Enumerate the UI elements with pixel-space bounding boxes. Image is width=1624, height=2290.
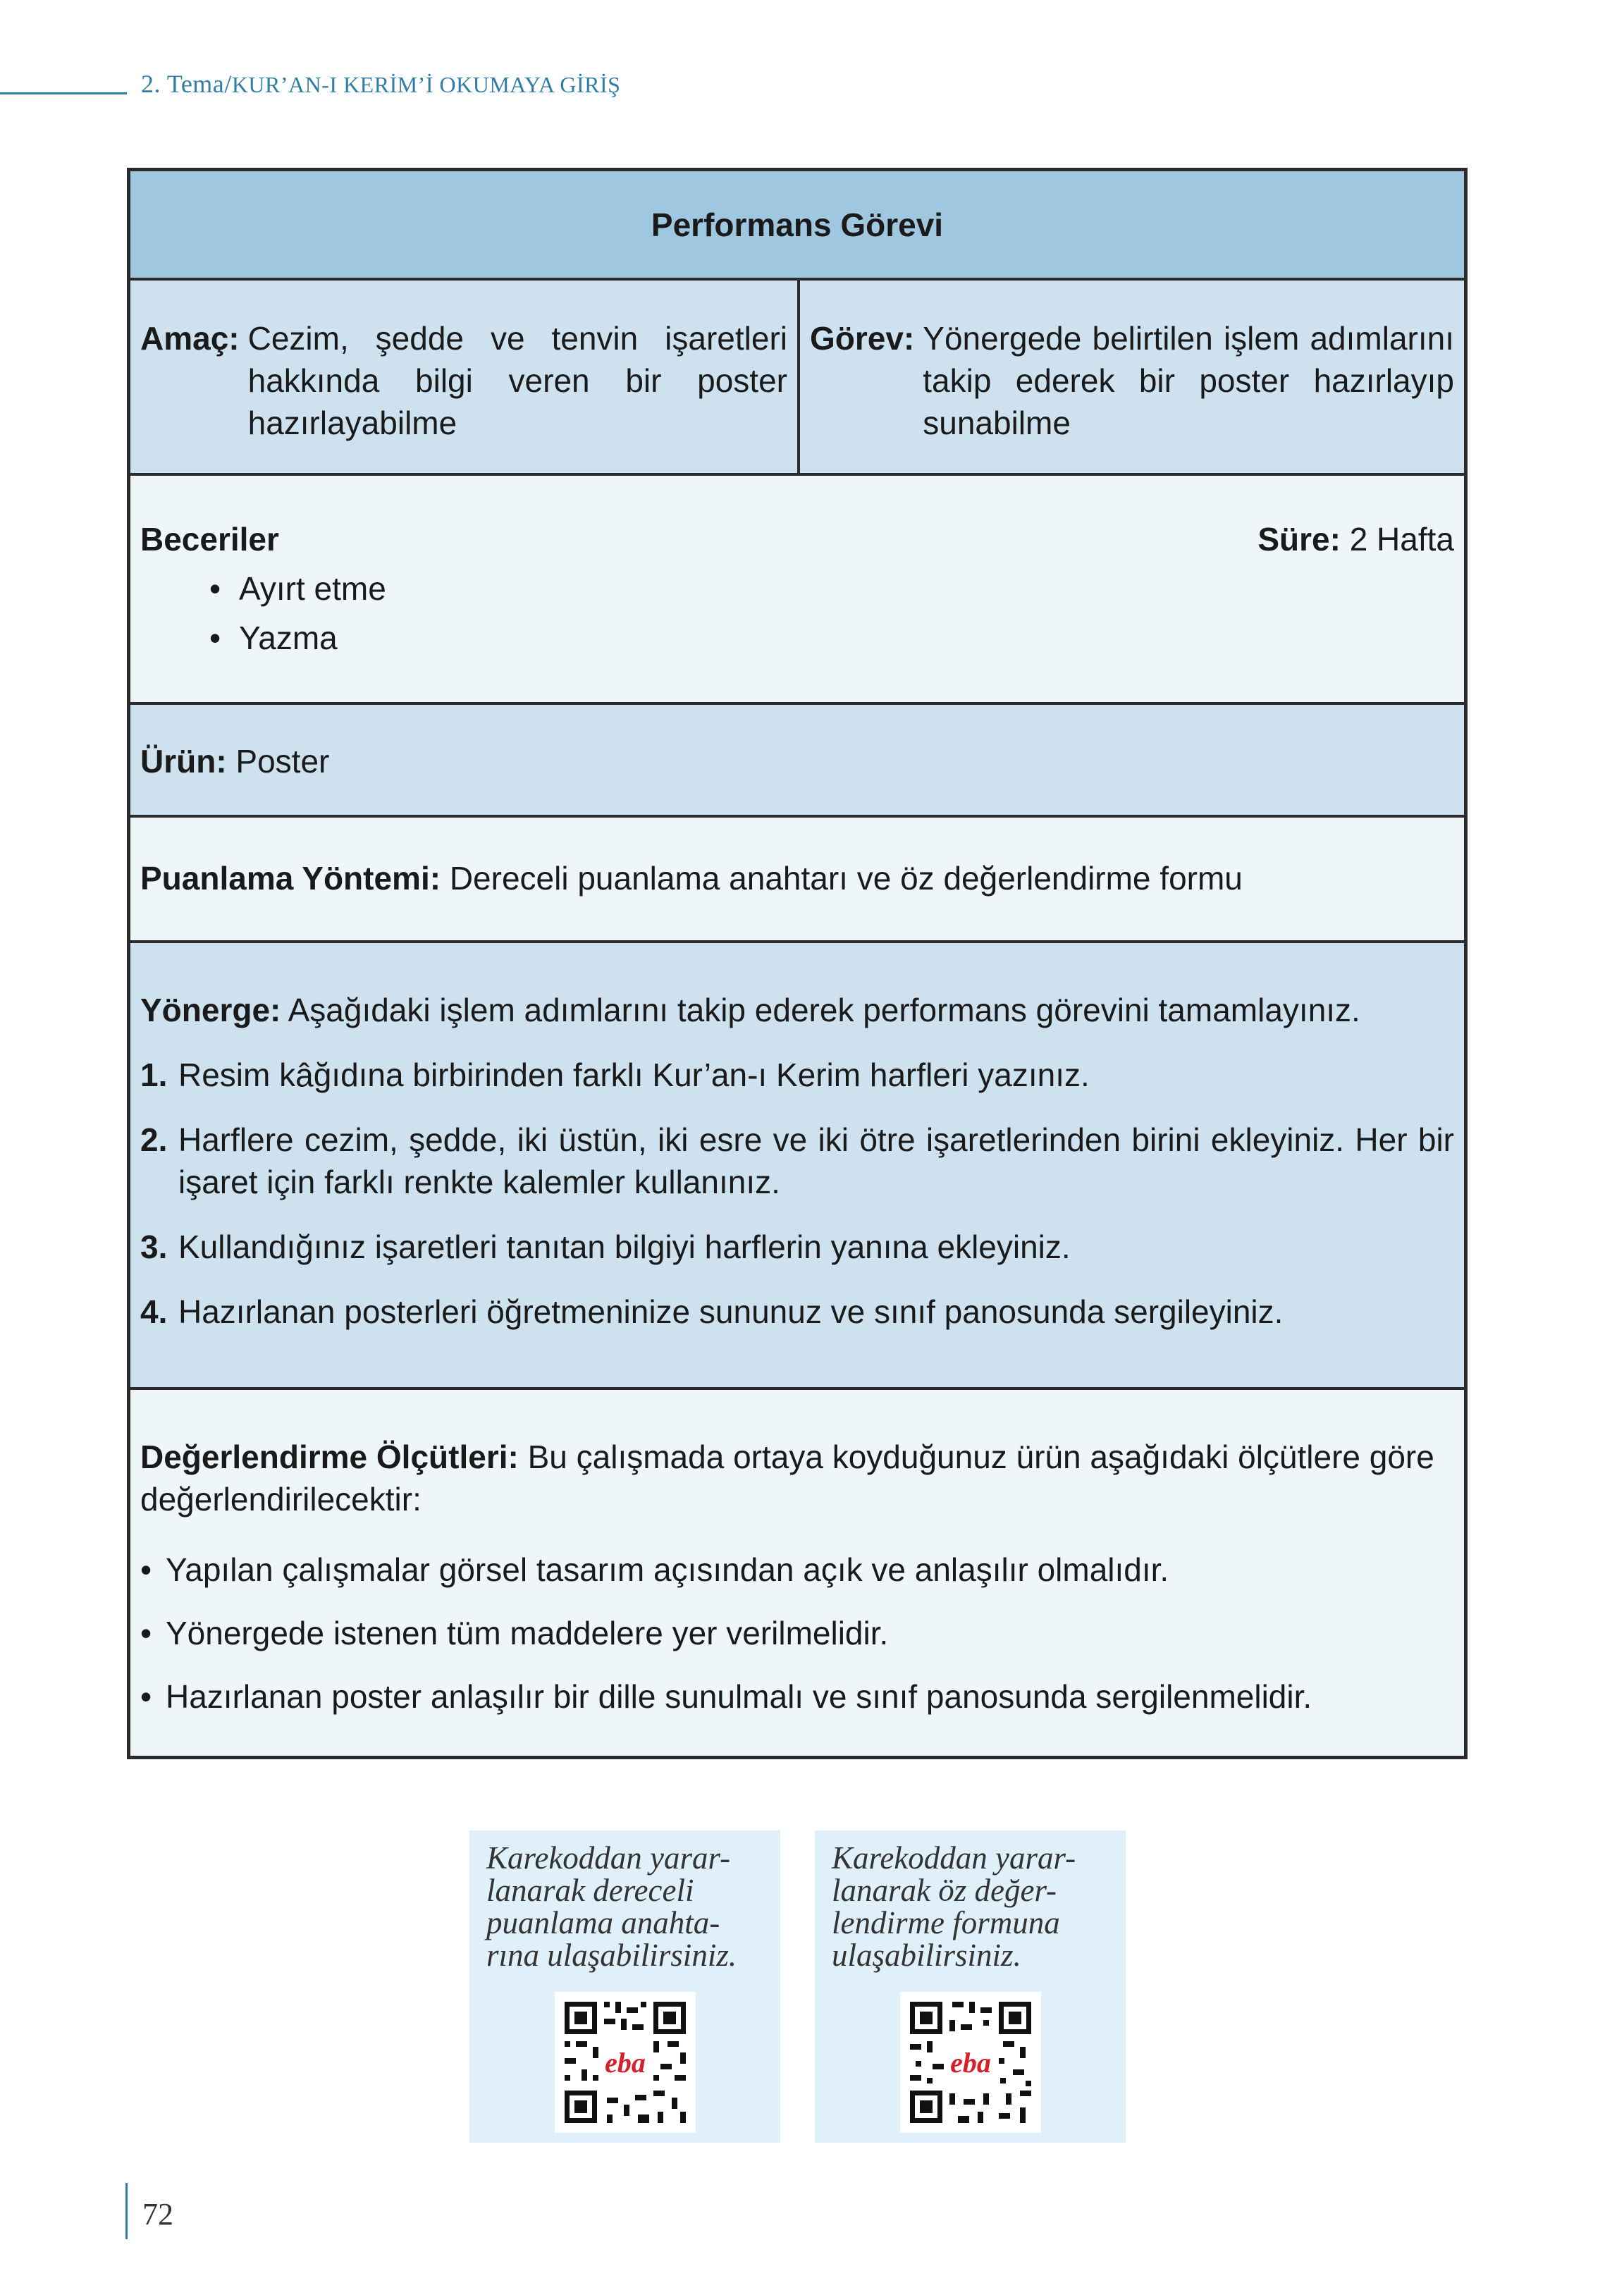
qr-caption: Karekoddan yarar- lanarak dereceli puanlama anahta- rına ulaşabilirsiniz. (486, 1840, 737, 1973)
beceriler-label: Beceriler (140, 521, 279, 558)
performance-task-table (127, 168, 1468, 1759)
qr-code-icon[interactable] (900, 1992, 1041, 2133)
duration (1257, 518, 1454, 560)
header-tema: 2. Tema (141, 70, 225, 98)
amac-text: Cezim, şedde ve tenvin işaretleri hakkında bilgi veren bir poster hazırlayabilme (247, 320, 787, 441)
criterion-item: • Hazırlanan poster anlaşılır bir dille sunulmalı ve sınıf panosunda sergilenmelidir. (140, 1678, 1312, 1715)
yonerge-label: Yönerge: (140, 992, 281, 1028)
table-title (130, 171, 1464, 281)
scoring-row (130, 818, 1464, 943)
instruction-step: 4. Hazırlanan posterleri öğretmeninize sununuz ve sınıf panosunda sergileyiniz. (140, 1293, 1284, 1330)
header-title: KUR’AN-I KERİM’İ OKUMAYA GİRİŞ (231, 72, 621, 97)
svg-text:eba: eba (604, 2047, 646, 2079)
evaluation-criteria (140, 1436, 1454, 1718)
table-title-text: Performans Görevi (651, 206, 944, 243)
skills-list (140, 518, 386, 659)
header-rule (0, 92, 127, 94)
header-separator: / (224, 70, 232, 98)
product-row (130, 705, 1464, 818)
gorev-label: Görev: (810, 320, 915, 357)
sure-value: 2 Hafta (1349, 521, 1454, 558)
page-number: 72 (142, 2197, 173, 2231)
sure-label: Süre: (1257, 521, 1341, 558)
amac-label: Amaç: (140, 320, 240, 357)
evaluation-row (130, 1390, 1464, 1756)
skills-row (130, 476, 1464, 705)
qr-card-scoring-key (469, 1830, 780, 2143)
instruction-step: 1. Resim kâğıdına birbirinden farklı Kur’an-ı Kerim harfleri yazınız. (140, 1057, 1090, 1093)
qr-code-icon[interactable] (555, 1992, 696, 2133)
puanlama-label: Puanlama Yöntemi: (140, 860, 441, 897)
skill-item: • Yazma (140, 617, 386, 659)
goal-row (130, 281, 1464, 476)
amac-cell (130, 281, 800, 473)
gorev-text: Yönergede belirtilen işlem adımlarını takip ederek bir poster hazırlayıp sunabilme (923, 320, 1454, 441)
instructions (140, 989, 1454, 1333)
urun-label: Ürün: (140, 743, 227, 780)
qr-card-self-evaluation (815, 1830, 1126, 2143)
running-header (141, 69, 620, 99)
yonerge-text: Aşağıdaki işlem adımlarını takip ederek performans görevini tamamlayınız. (288, 992, 1360, 1028)
urun-value: Poster (235, 743, 330, 780)
gorev-cell (800, 281, 1464, 473)
degerlendirme-label: Değerlendirme Ölçütleri: (140, 1439, 519, 1475)
puanlama-value: Dereceli puanlama anahtarı ve öz değerlendirme formu (449, 860, 1243, 897)
criterion-item: • Yönergede istenen tüm maddelere yer verilmelidir. (140, 1615, 889, 1651)
qr-caption: Karekoddan yarar- lanarak öz değer- lendirme formuna ulaşabilirsiniz. (832, 1840, 1076, 1973)
criterion-item: • Yapılan çalışmalar görsel tasarım açısından açık ve anlaşılır olmalıdır. (140, 1551, 1169, 1588)
svg-text:eba: eba (949, 2047, 991, 2079)
instructions-row (130, 943, 1464, 1390)
page-number-rule (125, 2183, 128, 2239)
instruction-step: 2. Harflere cezim, şedde, iki üstün, iki esre ve iki ötre işaretlerinden birini ekleyiniz. Her bir işaret için farklı renkte kalemler kullanınız. (140, 1121, 1454, 1200)
instruction-step: 3. Kullandığınız işaretleri tanıtan bilgiyi harflerin yanına ekleyiniz. (140, 1229, 1071, 1265)
degerlendirme-text: Bu çalışmada ortaya koyduğunuz ürün aşağıdaki ölçütlere göre değerlendirilecektir: (140, 1439, 1434, 1518)
skill-item: • Ayırt etme (140, 567, 386, 610)
